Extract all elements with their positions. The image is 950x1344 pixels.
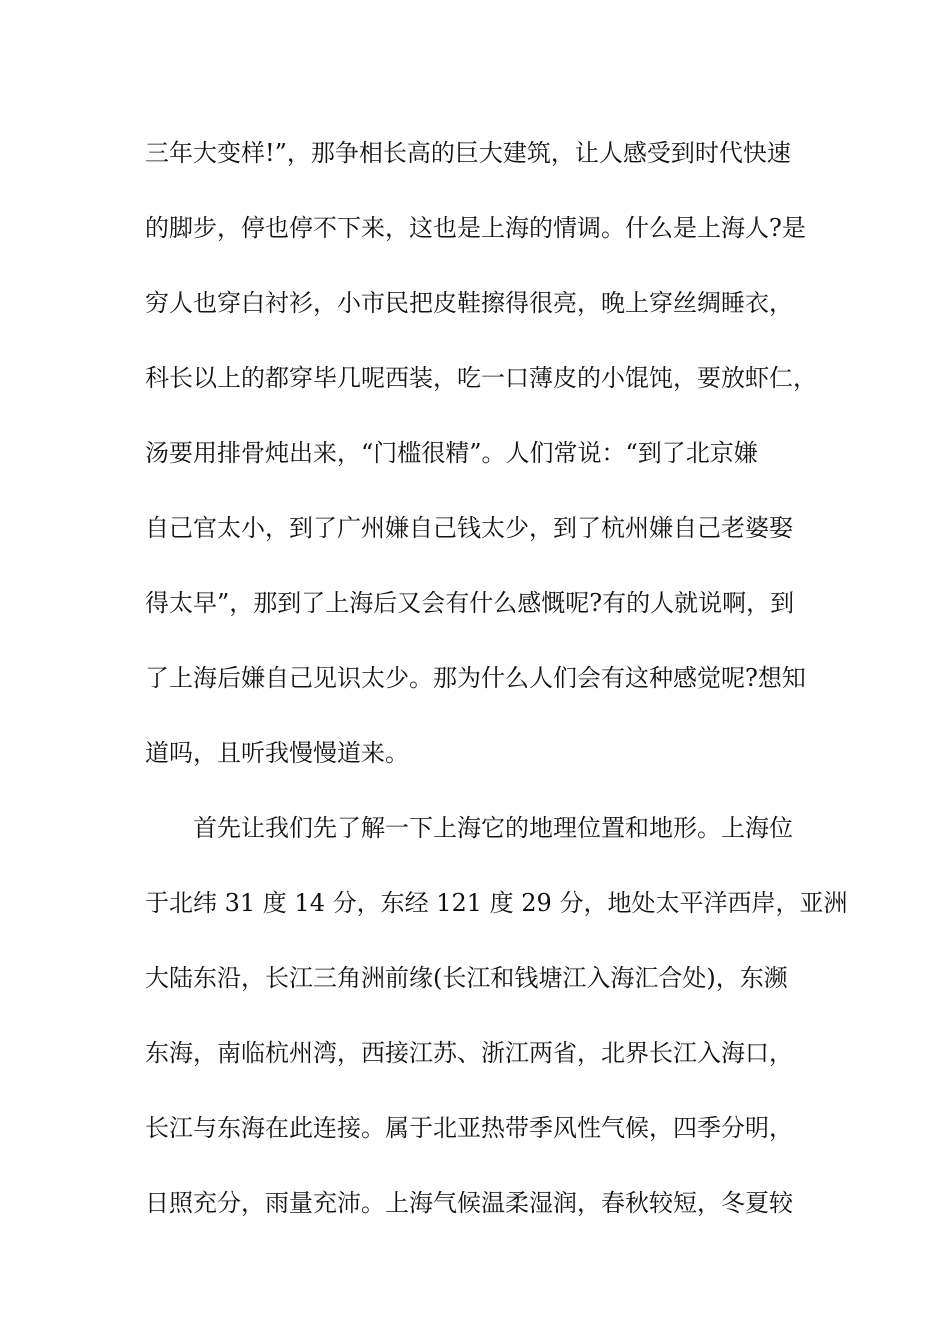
text-line: 科长以上的都穿毕几呢西装，吃一口薄皮的小馄饨，要放虾仁， bbox=[145, 364, 817, 392]
text-line: 穷人也穿白衬衫，小市民把皮鞋擦得很亮，晚上穿丝绸睡衣， bbox=[145, 289, 793, 317]
text-line: 长江与东海在此连接。属于北亚热带季风性气候，四季分明， bbox=[145, 1114, 793, 1142]
text-line: 汤要用排骨炖出来，“门槛很精”。人们常说：“到了北京嫌 bbox=[145, 439, 758, 467]
text-line: 三年大变样!”，那争相长高的巨大建筑，让人感受到时代快速 bbox=[145, 139, 791, 167]
text-line: 道吗，且听我慢慢道来。 bbox=[145, 739, 409, 767]
text-line: 自己官太小，到了广州嫌自己钱太少，到了杭州嫌自己老婆娶 bbox=[145, 514, 793, 542]
text-line: 了上海后嫌自己见识太少。那为什么人们会有这种感觉呢?想知 bbox=[145, 664, 806, 692]
text-line: 得太早”，那到了上海后又会有什么感慨呢?有的人就说啊，到 bbox=[145, 589, 795, 617]
text-line: 于北纬 31 度 14 分，东经 121 度 29 分，地处太平洋西岸，亚洲 bbox=[145, 889, 848, 917]
text-line: 大陆东沿，长江三角洲前缘(长江和钱塘江入海汇合处)，东濒 bbox=[145, 964, 788, 992]
text-line: 东海，南临杭州湾，西接江苏、浙江两省，北界长江入海口， bbox=[145, 1039, 793, 1067]
text-line: 的脚步，停也停不下来，这也是上海的情调。什么是上海人?是 bbox=[145, 214, 806, 242]
paragraph-first-line: 首先让我们先了解一下上海它的地理位置和地形。上海位 bbox=[193, 814, 793, 842]
text-line: 日照充分，雨量充沛。上海气候温柔湿润，春秋较短，冬夏较 bbox=[145, 1189, 793, 1217]
